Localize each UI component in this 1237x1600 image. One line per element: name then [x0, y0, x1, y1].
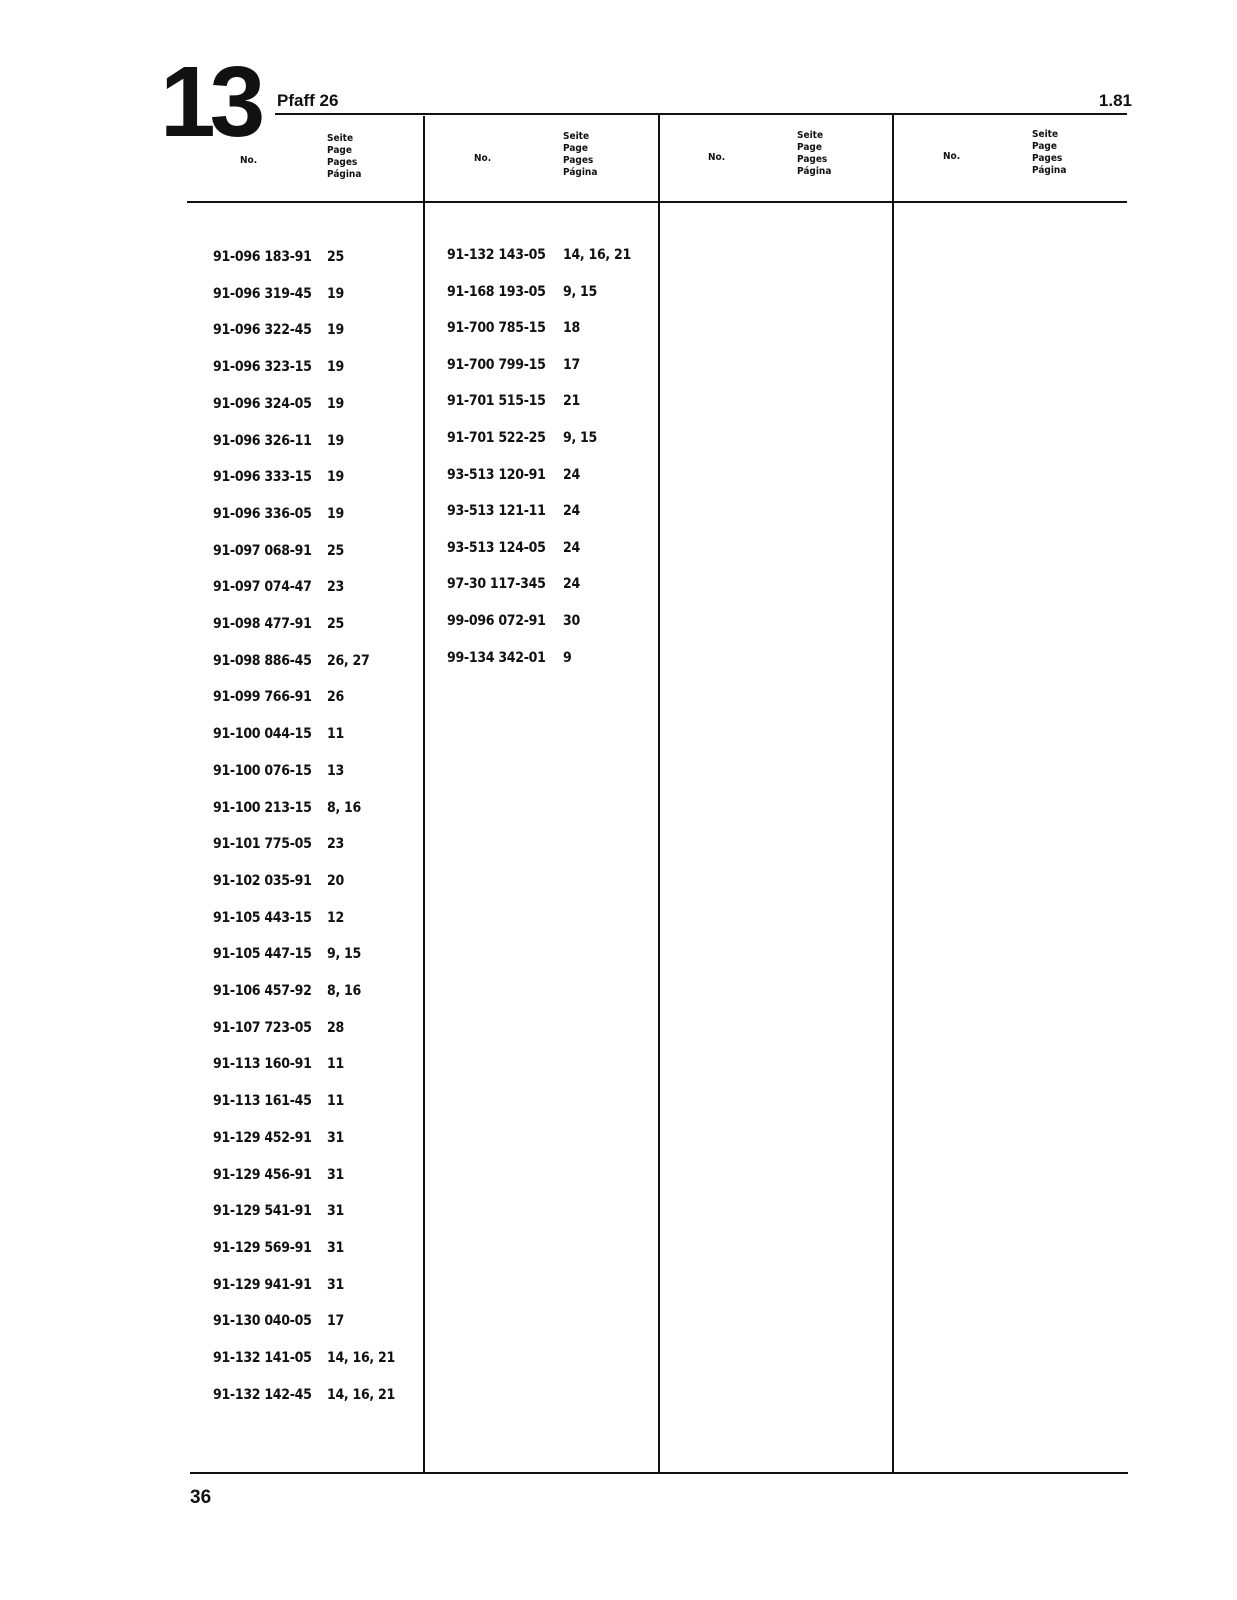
pages-label-de: Seite [563, 131, 590, 142]
part-number: 91-102 035-91 [213, 872, 312, 889]
page-reference: 8, 16 [327, 799, 361, 816]
part-number: 91-096 183-91 [213, 249, 312, 265]
page-reference: 19 [327, 432, 344, 449]
part-number: 91-100 076-15 [213, 762, 312, 779]
pages-label-fr: Pages [1032, 153, 1063, 164]
page-reference: 8, 16 [327, 983, 361, 999]
part-number: 91-129 541-91 [213, 1203, 312, 1220]
section-number: 13 [160, 46, 260, 158]
part-number: 91-099 766-91 [213, 689, 312, 706]
column-header-no: No. [943, 151, 961, 162]
part-number: 91-132 141-05 [213, 1350, 312, 1366]
page-reference: 17 [563, 356, 580, 373]
pages-label-fr: Pages [563, 155, 594, 166]
pages-label-en: Page [563, 143, 588, 154]
page-reference: 17 [327, 1313, 344, 1330]
pages-label-es: Página [797, 166, 832, 177]
part-number: 91-700 799-15 [447, 356, 546, 373]
column-header-no: No. [708, 152, 726, 163]
column-header-pages [1032, 129, 1066, 177]
pages-label-fr: Pages [327, 157, 358, 168]
edition-date: 1.81 [1098, 91, 1132, 110]
column-header-no: No. [474, 153, 492, 164]
page-reference: 21 [563, 393, 580, 410]
column-divider-2 [658, 114, 660, 1473]
page-number: 36 [190, 1487, 212, 1508]
part-number: 99-096 072-91 [447, 613, 546, 629]
part-number: 93-513 120-91 [447, 466, 546, 483]
part-number: 91-098 477-91 [213, 616, 312, 632]
page-reference: 31 [327, 1166, 344, 1183]
part-number: 91-113 161-45 [213, 1093, 312, 1110]
page-reference: 26, 27 [327, 652, 370, 669]
page-reference: 13 [327, 762, 344, 779]
part-number: 91-097 074-47 [213, 579, 312, 596]
part-number: 93-513 124-05 [447, 539, 546, 556]
part-number: 91-701 515-15 [447, 393, 546, 410]
part-number: 91-129 456-91 [213, 1166, 312, 1183]
page-reference: 30 [563, 613, 580, 629]
page-reference: 23 [327, 836, 344, 853]
model-title: Pfaff 26 [277, 91, 339, 110]
part-number: 97-30 117-345 [447, 576, 546, 593]
part-number: 91-100 213-15 [213, 799, 312, 816]
page-reference: 19 [327, 395, 344, 412]
page-reference: 14, 16, 21 [327, 1386, 395, 1403]
part-number: 91-129 569-91 [213, 1239, 312, 1256]
page-reference: 31 [327, 1239, 344, 1256]
page-reference: 19 [327, 469, 344, 486]
page-reference: 19 [327, 505, 344, 522]
part-number: 91-700 785-15 [447, 320, 546, 337]
part-number: 91-168 193-05 [447, 283, 546, 300]
part-number: 91-096 324-05 [213, 395, 312, 412]
pages-label-en: Page [327, 145, 352, 156]
page-reference: 24 [563, 466, 580, 483]
page-reference: 18 [563, 320, 580, 337]
page-reference: 31 [327, 1203, 344, 1220]
part-number: 91-105 443-15 [213, 909, 312, 926]
column-divider-1 [423, 116, 425, 1473]
part-number: 91-096 322-45 [213, 322, 312, 339]
pages-label-en: Page [1032, 141, 1057, 152]
part-number: 91-096 333-15 [213, 469, 312, 486]
page-reference: 23 [327, 579, 344, 596]
part-number: 91-113 160-91 [213, 1056, 312, 1073]
page-reference: 19 [327, 359, 344, 376]
page-reference: 9 [563, 649, 572, 666]
page-reference: 26 [327, 689, 344, 706]
page-reference: 31 [327, 1276, 344, 1293]
part-number: 91-096 323-15 [213, 359, 312, 376]
part-number: 91-129 941-91 [213, 1276, 312, 1293]
part-number: 91-098 886-45 [213, 652, 312, 669]
part-number: 91-105 447-15 [213, 946, 312, 963]
page-reference: 28 [327, 1019, 344, 1036]
pages-label-fr: Pages [797, 154, 828, 165]
page-reference: 11 [327, 1056, 344, 1073]
page-reference: 31 [327, 1129, 344, 1146]
column-header-pages [327, 133, 361, 181]
pages-label-es: Página [1032, 165, 1067, 176]
part-number: 91-130 040-05 [213, 1313, 312, 1330]
page-reference: 14, 16, 21 [327, 1350, 395, 1366]
part-number: 91-101 775-05 [213, 836, 312, 853]
part-number: 91-701 522-25 [447, 430, 546, 446]
page-reference: 24 [563, 503, 580, 520]
part-number: 91-097 068-91 [213, 542, 312, 559]
part-number: 91-096 336-05 [213, 505, 312, 522]
column-header-no: No. [240, 155, 258, 166]
page-reference: 24 [563, 576, 580, 593]
part-number: 99-134 342-01 [447, 649, 546, 666]
pages-label-de: Seite [797, 130, 824, 141]
page-reference: 11 [327, 1093, 344, 1110]
header-top-rule [275, 113, 1127, 115]
part-number: 93-513 121-11 [447, 503, 546, 520]
part-number: 91-132 142-45 [213, 1386, 312, 1403]
part-number: 91-129 452-91 [213, 1129, 312, 1146]
pages-label-es: Página [327, 169, 362, 180]
part-number: 91-100 044-15 [213, 726, 312, 743]
page-reference: 9, 15 [563, 283, 597, 300]
page-reference: 25 [327, 616, 344, 632]
page-reference: 9, 15 [327, 946, 361, 963]
page-reference: 12 [327, 909, 344, 926]
page-reference: 25 [327, 542, 344, 559]
pages-label-de: Seite [1032, 129, 1059, 140]
page-reference: 9, 15 [563, 430, 597, 446]
pages-label-de: Seite [327, 133, 354, 144]
page-reference: 11 [327, 726, 344, 743]
part-number: 91-132 143-05 [447, 247, 546, 263]
page-reference: 25 [327, 249, 344, 265]
part-number: 91-096 326-11 [213, 432, 312, 449]
pages-label-en: Page [797, 142, 822, 153]
part-number: 91-107 723-05 [213, 1019, 312, 1036]
part-number: 91-106 457-92 [213, 983, 312, 999]
column-divider-3 [892, 114, 894, 1473]
header-bottom-rule [187, 201, 1127, 203]
column-header-pages [797, 130, 831, 178]
page-reference: 20 [327, 872, 344, 889]
part-number: 91-096 319-45 [213, 285, 312, 302]
page-reference: 14, 16, 21 [563, 247, 631, 263]
page-reference: 24 [563, 539, 580, 556]
column-header-pages [563, 131, 597, 179]
page-reference: 19 [327, 322, 344, 339]
page-reference: 19 [327, 285, 344, 302]
pages-label-es: Página [563, 167, 598, 178]
